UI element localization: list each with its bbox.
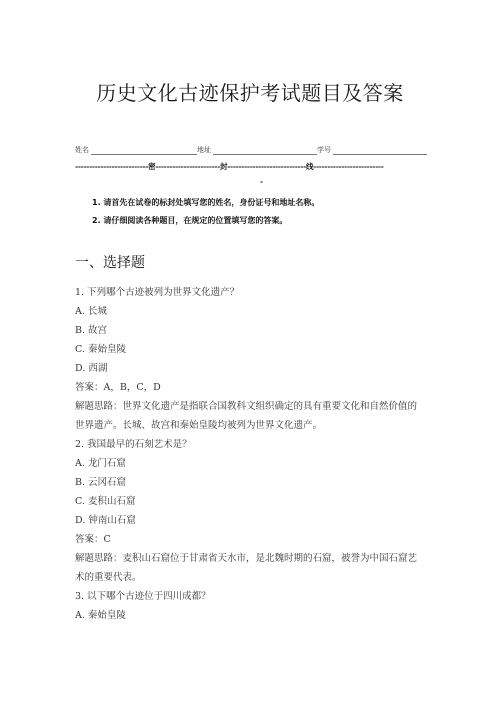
question-1-option-a: A. 长城 bbox=[75, 306, 107, 317]
instruction-item: 2. 请仔细阅读各种题目，在规定的位置填写您的答案。 bbox=[92, 216, 288, 225]
question-2-option-a: A. 龙门石窟 bbox=[75, 458, 126, 469]
question-2-option-d: D. 钟南山石窟 bbox=[75, 515, 136, 526]
student-info-row bbox=[75, 145, 425, 159]
question-1-option-d: D. 西湖 bbox=[75, 363, 108, 374]
question-list bbox=[75, 283, 425, 625]
question-3-text: 3. 以下哪个古迹位于四川成都？ bbox=[75, 591, 211, 602]
seal-line-tail: - bbox=[260, 177, 264, 186]
id-field[interactable] bbox=[333, 154, 427, 155]
name-field[interactable] bbox=[91, 154, 197, 155]
seal-line: --------------------------密-----------------------封----------------------------线------------------------- bbox=[75, 162, 384, 171]
question-2-explanation: 解题思路：麦积山石窟位于甘肃省天水市，是北魏时期的石窟，被誉为中国石窟艺术的重要代表。 bbox=[75, 553, 418, 583]
question-1-text: 1. 下列哪个古迹被列为世界文化遗产？ bbox=[75, 287, 240, 298]
question-1-answer: 答案：A，B，C，D bbox=[75, 382, 161, 393]
question-1-option-c: C. 秦始皇陵 bbox=[75, 344, 126, 355]
question-2-text: 2. 我国最早的石刻艺术是？ bbox=[75, 439, 192, 450]
instructions bbox=[92, 196, 319, 232]
question-2-option-c: C. 麦积山石窟 bbox=[75, 496, 136, 507]
question-1-option-b: B. 故宫 bbox=[75, 325, 108, 336]
section-title: 一、选择题 bbox=[75, 255, 145, 271]
id-label: 学号 bbox=[317, 146, 331, 154]
question-1-explanation: 解题思路：世界文化遗产是指联合国教科文组织确定的具有重要文化和自然价值的世界遗产。长城、故宫和秦始皇陵均被列为世界文化遗产。 bbox=[75, 401, 418, 431]
address-label: 地址 bbox=[197, 146, 211, 154]
question-2-answer: 答案：C bbox=[75, 534, 111, 545]
name-label: 姓名 bbox=[75, 146, 89, 154]
page-title: 历史文化古迹保护考试题目及答案 bbox=[96, 81, 404, 105]
question-3-option-a: A. 秦始皇陵 bbox=[75, 610, 126, 621]
instruction-item: 1. 请首先在试卷的标封处填写您的姓名，身份证号和地址名称。 bbox=[92, 198, 320, 207]
question-2-option-b: B. 云冈石窟 bbox=[75, 477, 127, 488]
address-field[interactable] bbox=[213, 154, 317, 155]
